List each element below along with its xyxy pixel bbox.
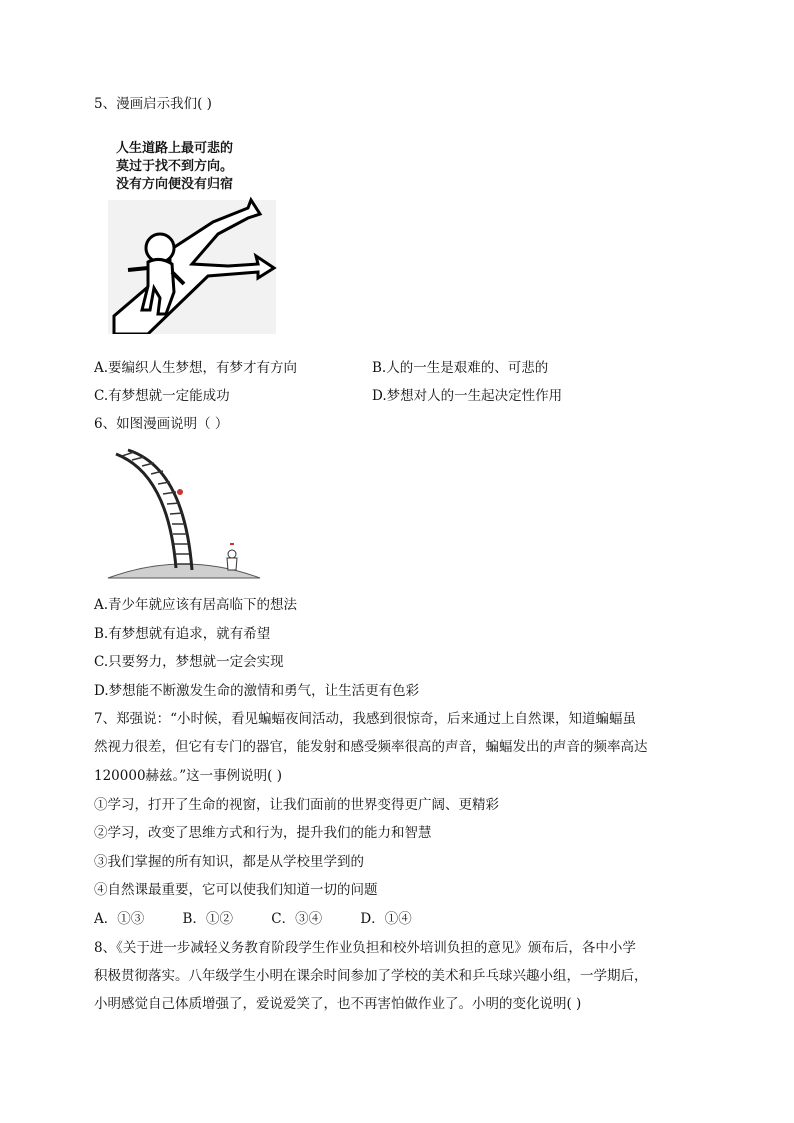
q5-option-a: A.要编织人生梦想，有梦才有方向 [94, 360, 298, 376]
q5-option-b: B.人的一生是艰难的、可悲的 [372, 360, 549, 376]
q6-option-b: B.有梦想就有追求，就有希望 [94, 626, 271, 642]
q7-option-b: B．①② [182, 911, 233, 927]
q7-stem-line: 120000赫兹。”这一事例说明( ) [94, 768, 283, 784]
cartoon-ladder-illustration [106, 446, 262, 582]
q8-stem-line: 8、《关于进一步减轻义务教育阶段学生作业负担和校外培训负担的意见》颁布后，各中小学 [94, 940, 636, 956]
q8-stem-line: 小明感觉自己体质增强了，爱说爱笑了，也不再害怕做作业了。小明的变化说明( ) [94, 996, 582, 1012]
q5-option-d: D.梦想对人的一生起决定性作用 [372, 388, 563, 404]
q5-stem: 5、漫画启示我们( ) [94, 96, 212, 112]
q7-option-a: A．①③ [94, 911, 145, 927]
q6-stem: 6、如图漫画说明（ ） [94, 416, 229, 432]
q7-statement-3: ③我们掌握的所有知识，都是从学校里学到的 [94, 854, 364, 870]
q7-stem-line: 然视力很差，但它有专门的器官，能发射和感受频率很高的声音，蝙蝠发出的声音的频率高达 [94, 739, 648, 755]
q6-option-a: A.青少年就应该有居高临下的想法 [94, 597, 298, 613]
q7-option-d: D．①④ [360, 911, 412, 927]
cartoon-caption-line: 没有方向便没有归宿 [116, 177, 234, 192]
q8-stem-line: 积极贯彻落实。八年级学生小明在课余时间参加了学校的美术和乒乓球兴趣小组，一学期后， [94, 968, 648, 984]
q7-stem-line: 7、郑强说：“小时候，看见蝙蝠夜间活动，我感到很惊奇，后来通过上自然课，知道蝙蝠虽 [94, 711, 636, 727]
q7-option-c: C．③④ [271, 911, 323, 927]
q7-statement-1: ①学习，打开了生命的视窗，让我们面前的世界变得更广阔、更精彩 [94, 797, 499, 813]
q6-option-d: D.梦想能不断激发生命的激情和勇气，让生活更有色彩 [94, 683, 420, 699]
cartoon-caption [116, 140, 233, 194]
q7-statement-4: ④自然课最重要，它可以使我们知道一切的问题 [94, 882, 378, 898]
cartoon-caption-line: 莫过于找不到方向。 [116, 159, 234, 174]
q7-options [94, 910, 446, 928]
q6-option-c: C.只要努力，梦想就一定会实现 [94, 654, 284, 670]
cartoon-caption-line: 人生道路上最可悲的 [116, 141, 234, 156]
q7-statement-2: ②学习，改变了思维方式和行为，提升我们的能力和智慧 [94, 825, 432, 841]
q5-option-c: C.有梦想就一定能成功 [94, 388, 230, 404]
